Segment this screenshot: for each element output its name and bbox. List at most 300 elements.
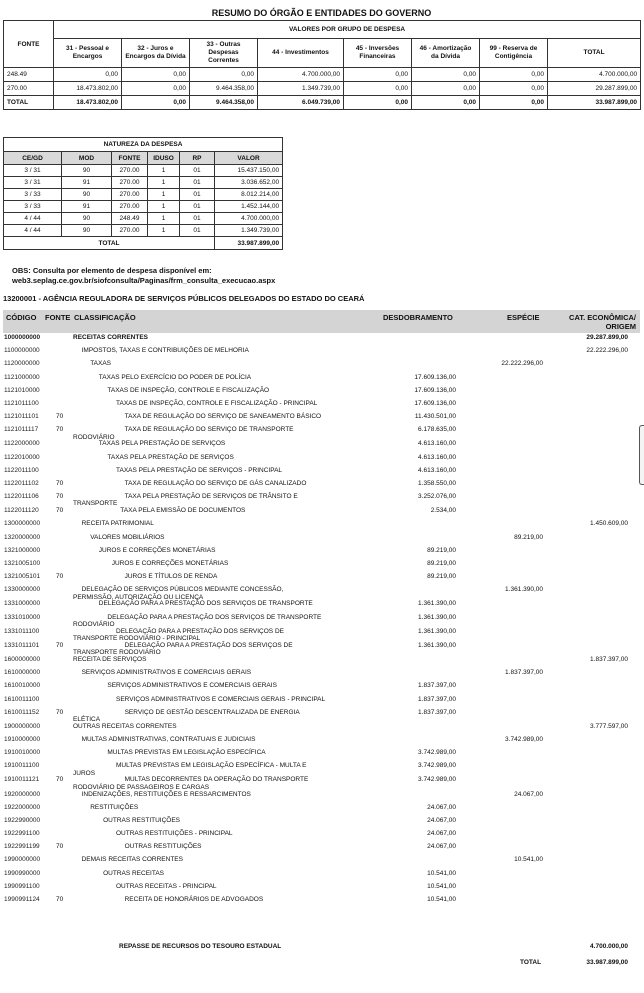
detail-especie: 89.219,00 — [514, 533, 543, 541]
resumo-value-cell: 0,00 — [190, 68, 258, 82]
detail-code: 1990991100 — [4, 882, 40, 890]
detail-header — [3, 310, 640, 333]
detail-code: 1610011152 — [4, 708, 40, 716]
detail-classificacao-cont: ELÉTICA — [73, 715, 101, 723]
detail-desdobramento: 11.430.501,00 — [414, 413, 456, 421]
resumo-title: RESUMO DO ÓRGÃO E ENTIDADES DO GOVERNO — [211, 8, 432, 18]
detail-classificacao-line: DELEGAÇÃO PARA A PRESTAÇÃO DOS SERVIÇOS DE — [116, 627, 284, 635]
natureza-row — [4, 213, 283, 225]
detail-code: 1121000000 — [4, 373, 40, 381]
detail-code: 1910010000 — [4, 749, 41, 757]
detail-classificacao — [125, 843, 202, 850]
detail-row — [3, 790, 640, 803]
detail-classificacao — [107, 749, 265, 756]
detail-code: 1121011101 — [4, 413, 39, 421]
detail-classificacao-cont: TRANSPORTE RODOVIÁRIO — [73, 649, 161, 657]
resumo-total-cell: 0,00 — [480, 96, 548, 110]
detail-classificacao — [116, 830, 233, 837]
detail-desdobramento: 4.613.160,00 — [418, 466, 456, 474]
natureza-cell: 90 — [62, 189, 112, 201]
detail-classificacao-line: DELEGAÇÃO DE SERVIÇOS PÚBLICOS MEDIANTE CONCESSÃO, — [81, 586, 284, 594]
detail-desdobramento: 24.067,00 — [427, 843, 456, 851]
natureza-cell: 90 — [62, 213, 112, 225]
detail-code: 1331011101 — [4, 641, 40, 649]
fonte-col-header: FONTE — [45, 313, 71, 322]
detail-code: 1321000000 — [4, 546, 41, 554]
resumo-row — [4, 68, 641, 82]
resumo-total-cell: 6.049.739,00 — [258, 96, 344, 110]
detail-fonte: 70 — [56, 641, 64, 649]
detail-classificacao — [99, 547, 216, 554]
detail-desdobramento: 4.613.160,00 — [418, 440, 456, 448]
detail-desdobramento: 24.067,00 — [427, 830, 456, 838]
detail-desdobramento: 1.361.390,00 — [418, 600, 456, 608]
natureza-cell: 1 — [148, 165, 180, 177]
detail-fonte: 70 — [56, 573, 64, 581]
natureza-cell: 15.437.150,00 — [215, 165, 283, 177]
detail-classificacao-line: JUROS E TÍTULOS DE RENDA — [124, 573, 218, 581]
detail-code: 1922000000 — [4, 803, 41, 811]
detail-row — [3, 599, 640, 612]
natureza-cell: 1 — [148, 177, 180, 189]
detail-desdobramento: 3.742.989,00 — [418, 776, 456, 784]
detail-classificacao — [103, 817, 180, 824]
natureza-cell: 01 — [180, 213, 215, 225]
detail-row — [3, 722, 640, 735]
resumo-value-cell: 0,00 — [344, 68, 412, 82]
detail-code: 1122011100 — [4, 466, 39, 474]
detail-especie: 24.067,00 — [514, 790, 543, 798]
natureza-cell: 1 — [148, 213, 180, 225]
detail-classificacao — [107, 387, 269, 394]
detail-desdobramento: 89.219,00 — [427, 573, 456, 581]
detail-classificacao — [90, 360, 111, 367]
detail-origem: 3.777.597,00 — [590, 722, 628, 730]
natureza-col-header: RP — [180, 152, 215, 165]
detail-classificacao-cont: JUROS — [73, 769, 96, 777]
detail-classificacao — [99, 374, 251, 381]
detail-classificacao-line: TAXAS PELO EXERCÍCIO DO PODER DE POLÍCIA — [98, 373, 252, 381]
natureza-total-label: TOTAL — [4, 237, 215, 250]
detail-classificacao-line: DELEGAÇÃO PARA A PRESTAÇÃO DOS SERVIÇOS DE TRANSPORTE — [107, 613, 322, 621]
detail-fonte: 70 — [56, 413, 64, 421]
detail-origem: 1.450.609,00 — [590, 520, 628, 528]
detail-classificacao — [112, 560, 229, 567]
natureza-cell: 90 — [62, 225, 112, 237]
natureza-cell: 3.036.652,00 — [215, 177, 283, 189]
natureza-cell: 1 — [148, 225, 180, 237]
natureza-col-header: MOD — [62, 152, 112, 165]
detail-classificacao — [120, 507, 245, 514]
detail-desdobramento: 17.609.136,00 — [414, 399, 456, 407]
detail-row — [3, 439, 640, 452]
resumo-fonte-cell: 270.00 — [4, 82, 54, 96]
detail-classificacao-line: OUTRAS RECEITAS — [103, 869, 165, 877]
agency-title: 13200001 - AGÊNCIA REGULADORA DE SERVIÇOS PÚBLICOS DELEGADOS DO ESTADO DO CEARÁ — [3, 294, 365, 303]
resumo-value-cell: 18.473.802,00 — [54, 82, 122, 96]
obs-note — [12, 266, 275, 286]
detail-row — [3, 466, 640, 479]
natureza-row — [4, 225, 283, 237]
detail-code: 1122011120 — [4, 507, 39, 515]
resumo-col-header: 31 - Pessoal e Encargos — [54, 39, 122, 68]
resumo-section — [3, 6, 640, 110]
detail-classificacao — [99, 440, 225, 447]
detail-classificacao — [125, 480, 307, 487]
resumo-value-cell: 0,00 — [122, 82, 190, 96]
detail-desdobramento: 17.609.136,00 — [414, 373, 456, 381]
detail-classificacao-line: OUTRAS RECEITAS - PRINCIPAL — [116, 882, 217, 890]
detail-row — [3, 585, 640, 599]
detail-code: 1610000000 — [4, 669, 41, 677]
detail-classificacao-line: OUTRAS RESTITUIÇÕES — [103, 816, 181, 824]
detail-desdobramento: 3.742.989,00 — [418, 749, 456, 757]
detail-classificacao-line: JUROS E CORREÇÕES MONETÁRIAS — [111, 560, 229, 567]
resumo-col-header: 99 - Reserva de Contigência — [480, 39, 548, 68]
natureza-cell: 4 / 44 — [4, 213, 62, 225]
detail-row — [3, 842, 640, 855]
group-header: VALORES POR GRUPO DE DESPESA — [54, 21, 641, 39]
resumo-total-cell: 0,00 — [344, 96, 412, 110]
resumo-value-cell: 0,00 — [344, 82, 412, 96]
detail-desdobramento: 3.252.076,00 — [418, 493, 456, 501]
detail-classificacao-line: TAXAS DE INSPEÇÃO, CONTROLE E FISCALIZAÇÃO - PRINCIPAL — [116, 399, 318, 407]
detail-desdobramento: 4.613.160,00 — [418, 453, 456, 461]
detail-row — [3, 492, 640, 506]
origem-header-line2: ORIGEM — [605, 322, 636, 331]
natureza-cell: 1 — [148, 189, 180, 201]
detail-row — [3, 627, 640, 641]
resumo-total-row — [4, 96, 641, 110]
resumo-col-header: 46 - Amortização da Dívida — [412, 39, 480, 68]
detail-desdobramento: 89.219,00 — [427, 546, 456, 554]
resumo-value-cell: 0,00 — [412, 68, 480, 82]
origem-header-line1: CAT. ECONÔMICA/ — [569, 313, 636, 322]
detail-classificacao — [125, 896, 264, 903]
detail-classificacao-line: TAXA DE REGULAÇÃO DO SERVIÇO DE GÁS CANALIZADO — [124, 479, 307, 487]
detail-code: 1320000000 — [4, 533, 41, 541]
detail-code: 1922991100 — [4, 830, 40, 838]
detail-classificacao — [73, 334, 148, 341]
resumo-total-cell: 0,00 — [412, 96, 480, 110]
detail-classificacao — [125, 573, 218, 580]
detail-desdobramento: 89.219,00 — [427, 560, 456, 567]
detail-classificacao-line: TAXAS PELA PRESTAÇÃO DE SERVIÇOS - PRINCIPAL — [116, 466, 283, 474]
detail-code: 1610011100 — [4, 695, 40, 703]
detail-row — [3, 373, 640, 386]
resumo-col-header: 45 - Inversões Financeiras — [344, 39, 412, 68]
detail-row — [3, 533, 640, 546]
detail-code: 1321005101 — [4, 573, 41, 581]
detail-origem: 29.287.899,00 — [586, 334, 628, 341]
detail-row — [3, 412, 640, 425]
detail-especie: 3.742.989,00 — [505, 735, 543, 743]
natureza-col-header: IDUSO — [148, 152, 180, 165]
detail-classificacao-line: DELEGAÇÃO PARA A PRESTAÇÃO DOS SERVIÇOS DE — [124, 641, 293, 649]
resumo-col-header: TOTAL — [548, 39, 641, 68]
resumo-table — [3, 20, 641, 110]
detail-classificacao-line: TAXA DE REGULAÇÃO DO SERVIÇO DE SANEAMENTO BÁSICO — [124, 413, 322, 421]
detail-code: 1920000000 — [4, 790, 41, 798]
detail-desdobramento: 1.358.550,00 — [418, 479, 456, 487]
grand-total-value: 33.987.899,00 — [586, 959, 628, 966]
detail-fonte: 70 — [56, 896, 64, 904]
natureza-cell: 01 — [180, 165, 215, 177]
detail-fonte: 70 — [56, 479, 64, 487]
detail-code: 1122011106 — [4, 493, 39, 501]
natureza-cell: 90 — [62, 165, 112, 177]
resumo-value-cell: 4.700.000,00 — [258, 68, 344, 82]
origem-header — [569, 313, 636, 331]
detail-row — [3, 655, 640, 668]
natureza-cell: 270.00 — [112, 189, 148, 201]
detail-code: 1120000000 — [4, 360, 40, 368]
detail-classificacao-line: DEMAIS RECEITAS CORRENTES — [81, 856, 183, 864]
detail-code: 1121011117 — [4, 426, 39, 434]
detail-classificacao — [99, 600, 313, 607]
detail-code: 1610010000 — [4, 682, 41, 690]
resumo-col-header: 44 - Investimentos — [258, 39, 344, 68]
detail-row — [3, 882, 640, 895]
detail-classificacao-cont: RODOVIÁRIO — [73, 433, 115, 441]
detail-classificacao-line: SERVIÇOS ADMINISTRATIVOS E COMERCIAIS GERAIS — [81, 669, 252, 677]
natureza-cell: 270.00 — [112, 201, 148, 213]
detail-desdobramento: 24.067,00 — [427, 816, 456, 824]
resumo-total-cell: 18.473.802,00 — [54, 96, 122, 110]
detail-classificacao-line: RECEITA DE HONORÁRIOS DE ADVOGADOS — [124, 896, 264, 904]
detail-row — [3, 895, 640, 908]
detail-classificacao — [103, 870, 164, 877]
natureza-cell: 4 / 44 — [4, 225, 62, 237]
detail-classificacao — [107, 682, 277, 689]
detail-desdobramento: 6.178.635,00 — [418, 426, 456, 434]
detail-classificacao-line: MULTAS PREVISTAS EM LEGISLAÇÃO ESPECÍFICA - MULTA E — [116, 762, 307, 770]
detail-classificacao — [90, 804, 138, 811]
detail-row — [3, 386, 640, 399]
detail-code: 1922991199 — [4, 843, 40, 851]
detail-classificacao-line: MULTAS DECORRENTES DA OPERAÇÃO DO TRANSPORTE — [124, 776, 309, 784]
resumo-col-header: 32 - Juros e Encargos da Dívida — [122, 39, 190, 68]
resumo-value-cell: 29.287.899,00 — [548, 82, 641, 96]
natureza-cell: 270.00 — [112, 225, 148, 237]
detail-classificacao-cont: PERMISSÃO, AUTORIZAÇÃO OU LICENÇA — [73, 593, 204, 601]
natureza-cell: 1 — [148, 201, 180, 213]
detail-row — [3, 453, 640, 466]
detail-row — [3, 506, 640, 519]
detail-classificacao-line: RECEITAS CORRENTES — [73, 334, 148, 341]
detail-classificacao — [73, 656, 146, 663]
detail-code: 1900000000 — [4, 722, 41, 730]
resumo-value-cell: 0,00 — [412, 82, 480, 96]
classificacao-header: CLASSIFICAÇÃO — [74, 313, 136, 322]
detail-classificacao-line: DELEGAÇÃO PARA A PRESTAÇÃO DOS SERVIÇOS DE TRANSPORTE — [98, 600, 313, 608]
detail-row — [3, 519, 640, 532]
natureza-cell: 3 / 31 — [4, 177, 62, 189]
natureza-cell: 270.00 — [112, 177, 148, 189]
detail-especie: 22.222.296,00 — [501, 360, 543, 368]
detail-code: 1121011100 — [4, 399, 39, 407]
repasse-label: REPASSE DE RECURSOS DO TESOURO ESTADUAL — [119, 943, 282, 950]
detail-desdobramento: 1.837.397,00 — [418, 695, 456, 703]
detail-row — [3, 425, 640, 439]
detail-row — [3, 333, 640, 346]
natureza-cell: 01 — [180, 201, 215, 213]
detail-classificacao-line: SERVIÇO DE GESTÃO DESCENTRALIZADA DE ENERGIA — [124, 708, 300, 716]
detail-row — [3, 761, 640, 775]
detail-classificacao — [116, 883, 217, 890]
detail-desdobramento: 1.361.390,00 — [418, 641, 456, 649]
natureza-cell: 4.700.000,00 — [215, 213, 283, 225]
natureza-cell: 1.452.144,00 — [215, 201, 283, 213]
detail-row — [3, 346, 640, 359]
detail-classificacao — [82, 520, 154, 527]
side-scroll-handle[interactable] — [639, 425, 644, 485]
detail-classificacao-line: RESTITUIÇÕES — [90, 803, 139, 811]
grand-total-label: TOTAL — [520, 959, 542, 966]
natureza-title: NATUREZA DA DESPESA — [4, 138, 283, 152]
resumo-col-header: 33 - Outras Despesas Correntes — [190, 39, 258, 68]
detail-fonte: 70 — [56, 493, 64, 501]
detail-desdobramento: 10.541,00 — [427, 896, 456, 904]
detail-classificacao-line: VALORES MOBILIÁRIOS — [90, 533, 165, 541]
detail-row — [3, 546, 640, 559]
natureza-cell: 91 — [62, 177, 112, 189]
detail-desdobramento: 1.361.390,00 — [418, 627, 456, 635]
detail-classificacao — [90, 534, 164, 541]
detail-classificacao — [82, 856, 183, 863]
detail-code: 1331000000 — [4, 600, 41, 608]
detail-classificacao — [107, 454, 233, 461]
codigo-header: CÓDIGO — [6, 313, 37, 322]
detail-classificacao-line: TAXA PELA PRESTAÇÃO DE SERVIÇOS DE TRÂNSITO E — [124, 493, 298, 501]
repasse-value: 4.700.000,00 — [590, 943, 628, 950]
detail-desdobramento: 2.534,00 — [430, 507, 456, 515]
detail-code: 1910000000 — [4, 735, 41, 743]
natureza-cell: 1.349.739,00 — [215, 225, 283, 237]
detail-classificacao-line: TAXAS PELA PRESTAÇÃO DE SERVIÇOS — [107, 453, 234, 461]
detail-desdobramento: 10.541,00 — [427, 882, 456, 890]
detail-code: 1922990000 — [4, 816, 41, 824]
detail-row — [3, 803, 640, 816]
natureza-col-header: CE/GD — [4, 152, 62, 165]
detail-classificacao-line: TAXAS PELA PRESTAÇÃO DE SERVIÇOS — [98, 440, 226, 448]
detail-row — [3, 681, 640, 694]
detail-code: 1321005100 — [4, 560, 41, 567]
detail-classificacao-line: TAXA DE REGULAÇÃO DO SERVIÇO DE TRANSPORTE — [124, 426, 294, 434]
resumo-value-cell: 0,00 — [122, 68, 190, 82]
detail-classificacao — [82, 669, 252, 676]
natureza-cell: 01 — [180, 189, 215, 201]
detail-classificacao-line: SERVIÇOS ADMINISTRATIVOS E COMERCIAIS GERAIS — [107, 682, 277, 690]
detail-row — [3, 829, 640, 842]
detail-row — [3, 399, 640, 412]
detail-classificacao — [73, 723, 177, 730]
detail-row — [3, 695, 640, 708]
detail-code: 1990991124 — [4, 896, 40, 904]
natureza-row — [4, 189, 283, 201]
detail-desdobramento: 1.837.397,00 — [418, 682, 456, 690]
resumo-value-cell: 0,00 — [480, 82, 548, 96]
detail-classificacao-line: MULTAS ADMINISTRATIVAS, CONTRATUAIS E JUDICIAIS — [81, 735, 256, 743]
detail-classificacao-line: TAXA PELA EMISSÃO DE DOCUMENTOS — [120, 507, 246, 515]
detail-fonte: 70 — [56, 708, 64, 716]
detail-code: 1122011102 — [4, 479, 39, 487]
detail-code: 1910011121 — [4, 776, 40, 784]
obs-url[interactable]: web3.seplag.ce.gov.br/siofconsulta/Paginas/frm_consulta_execucao.aspx — [12, 276, 276, 285]
natureza-total-value: 33.987.899,00 — [215, 237, 283, 250]
natureza-col-header: VALOR — [215, 152, 283, 165]
resumo-value-cell: 9.464.358,00 — [190, 82, 258, 96]
detail-desdobramento: 24.067,00 — [427, 803, 456, 811]
detail-code: 1990990000 — [4, 869, 41, 877]
detail-desdobramento: 3.742.989,00 — [418, 762, 456, 770]
detail-desdobramento: 1.837.397,00 — [418, 708, 456, 716]
detail-row — [3, 775, 640, 789]
natureza-cell: 01 — [180, 225, 215, 237]
resumo-value-cell: 4.700.000,00 — [548, 68, 641, 82]
detail-row — [3, 869, 640, 882]
detail-row — [3, 708, 640, 722]
detail-row — [3, 748, 640, 761]
detail-classificacao — [116, 400, 317, 407]
detail-classificacao-cont: TRANSPORTE RODOVIÁRIO - PRINCIPAL — [73, 634, 201, 642]
detail-row — [3, 359, 640, 372]
detail-code: 1331010000 — [4, 613, 41, 621]
detail-especie: 1.837.397,00 — [505, 669, 543, 677]
detail-classificacao-line: IMPOSTOS, TAXAS E CONTRIBUIÇÕES DE MELHORIA — [81, 347, 249, 355]
detail-desdobramento: 10.541,00 — [427, 869, 456, 877]
detail-table — [3, 333, 640, 908]
resumo-total-cell: 9.464.358,00 — [190, 96, 258, 110]
natureza-row — [4, 165, 283, 177]
resumo-fonte-cell: 248.49 — [4, 68, 54, 82]
natureza-col-header: FONTE — [112, 152, 148, 165]
detail-fonte: 70 — [56, 507, 64, 515]
detail-classificacao-line: SERVIÇOS ADMINISTRATIVOS E COMERCIAIS GERAIS - PRINCIPAL — [116, 695, 326, 703]
detail-row — [3, 816, 640, 829]
detail-origem: 22.222.296,00 — [586, 347, 628, 355]
detail-row — [3, 735, 640, 748]
detail-row — [3, 613, 640, 627]
detail-code: 1910011100 — [4, 762, 40, 770]
natureza-table — [3, 137, 283, 250]
detail-especie: 1.361.390,00 — [505, 586, 543, 594]
natureza-cell: 91 — [62, 201, 112, 213]
detail-row — [3, 572, 640, 585]
natureza-cell: 3 / 31 — [4, 165, 62, 177]
detail-classificacao-cont: TRANSPORTE — [73, 500, 118, 508]
detail-code: 1122010000 — [4, 453, 40, 461]
detail-classificacao-line: JUROS E CORREÇÕES MONETÁRIAS — [98, 546, 216, 554]
natureza-cell: 8.012.214,00 — [215, 189, 283, 201]
detail-classificacao-line: TAXAS DE INSPEÇÃO, CONTROLE E FISCALIZAÇÃO — [107, 386, 270, 394]
detail-classificacao-line: OUTRAS RESTITUIÇÕES - PRINCIPAL — [116, 830, 233, 838]
natureza-cell: 01 — [180, 177, 215, 189]
natureza-row — [4, 177, 283, 189]
detail-row — [3, 479, 640, 492]
detail-desdobramento: 17.609.136,00 — [414, 386, 456, 394]
detail-code: 1990000000 — [4, 856, 41, 864]
natureza-cell: 248.49 — [112, 213, 148, 225]
detail-classificacao — [82, 791, 251, 798]
resumo-total-cell: 33.987.899,00 — [548, 96, 641, 110]
detail-classificacao — [116, 696, 325, 703]
resumo-row — [4, 82, 641, 96]
resumo-value-cell: 0,00 — [54, 68, 122, 82]
detail-row — [3, 668, 640, 681]
detail-classificacao-line: RECEITA PATRIMONIAL — [81, 520, 154, 528]
natureza-section — [3, 137, 282, 250]
